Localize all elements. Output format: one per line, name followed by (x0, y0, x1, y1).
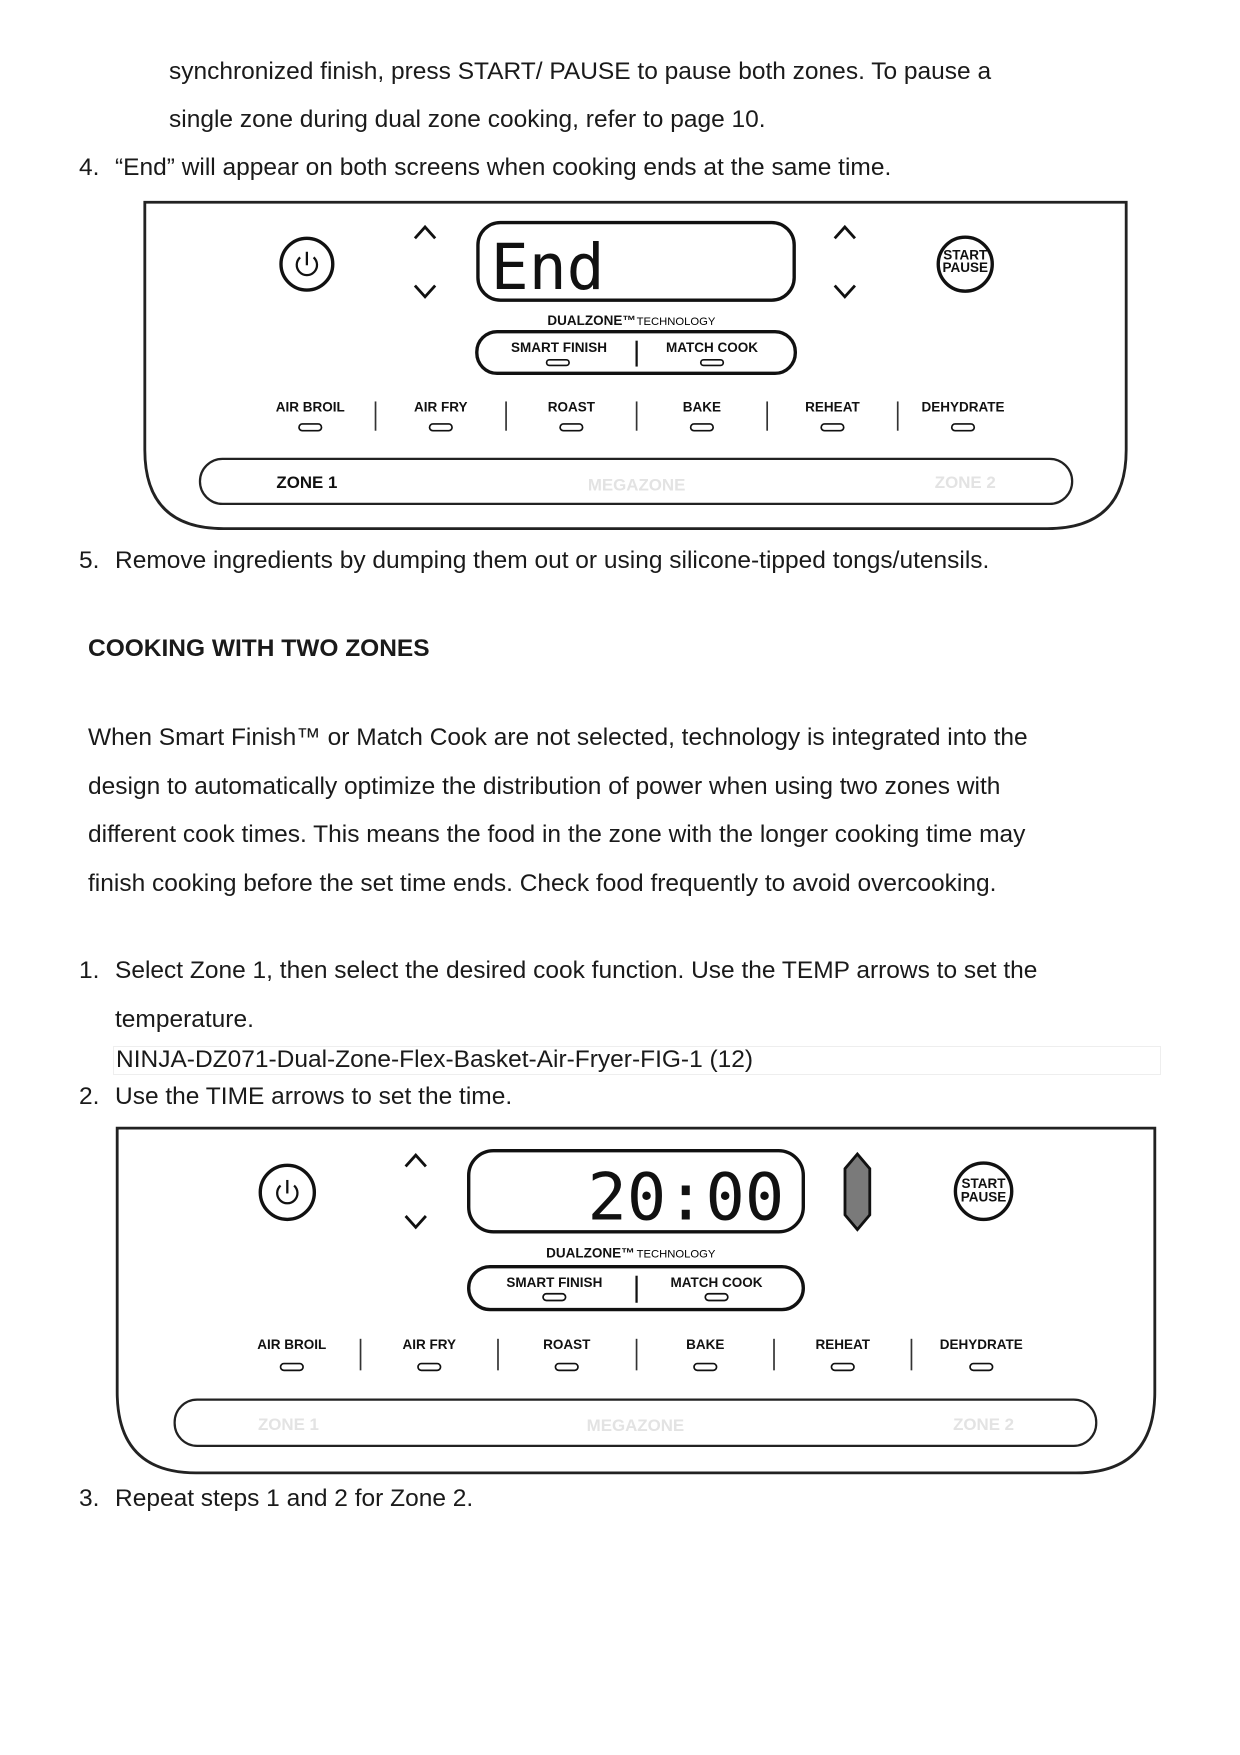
paragraph-line: different cook times. This means the food in the zone with the longer cooking time may (88, 821, 1026, 848)
paragraph-line: design to automatically optimize the distribution of power when using two zones with (88, 773, 1001, 800)
megazone-label: MEGAZONE (586, 1416, 685, 1436)
step-number: 5. (79, 547, 100, 574)
function-bake: BAKE (686, 1336, 725, 1352)
match-cook-label: MATCH COOK (666, 339, 759, 355)
function-air-fry: AIR FRY (402, 1336, 457, 1352)
function-air-broil: AIR BROIL (257, 1336, 327, 1352)
continuation-line-2: single zone during dual zone cooking, refer to page 10. (169, 106, 766, 133)
function-roast: ROAST (543, 1336, 591, 1352)
technology-label: TECHNOLOGY (636, 1248, 716, 1261)
smart-finish-label: SMART FINISH (510, 339, 607, 355)
zone-2-label: ZONE 2 (934, 473, 996, 493)
function-air-fry: AIR FRY (414, 399, 468, 415)
lcd-display: End (490, 230, 605, 304)
zone-1-label: ZONE 1 (276, 473, 338, 493)
paragraph-line: finish cooking before the set time ends. Check food frequently to avoid overcooking. (88, 870, 997, 897)
time-arrows-highlighted-icon (845, 1154, 870, 1229)
lcd-display: 20:00 (587, 1159, 785, 1236)
step-number: 1. (79, 957, 100, 984)
continuation-line-1: synchronized finish, press START/ PAUSE to pause both zones. To pause a (169, 58, 992, 85)
step-1-text-cont: temperature. (115, 1006, 254, 1033)
pause-label: PAUSE (960, 1189, 1007, 1205)
dualzone-label: DUALZONE™ (546, 1245, 635, 1261)
control-panel-time-figure (117, 1127, 1155, 1474)
function-roast: ROAST (547, 399, 595, 415)
step-1-text: Select Zone 1, then select the desired cook function. Use the TEMP arrows to set the (115, 957, 1038, 984)
start-label: START (961, 1175, 1006, 1191)
technology-label: TECHNOLOGY (636, 315, 716, 328)
step-number: 3. (79, 1485, 100, 1512)
dualzone-label: DUALZONE™ (547, 312, 636, 328)
figure-caption: NINJA-DZ071-Dual-Zone-Flex-Basket-Air-Fryer-FIG-1 (12) (116, 1046, 754, 1073)
step-number: 2. (79, 1083, 100, 1110)
section-heading: COOKING WITH TWO ZONES (88, 635, 430, 662)
step-5-text: Remove ingredients by dumping them out or using silicone-tipped tongs/utensils. (115, 547, 990, 574)
control-panel-end-figure (144, 200, 1127, 532)
function-dehydrate: DEHYDRATE (939, 1336, 1023, 1352)
zone-1-label: ZONE 1 (257, 1415, 319, 1435)
function-air-broil: AIR BROIL (275, 399, 345, 415)
match-cook-label: MATCH COOK (670, 1274, 763, 1290)
function-reheat: REHEAT (815, 1336, 870, 1352)
function-reheat: REHEAT (805, 399, 860, 415)
megazone-label: MEGAZONE (587, 475, 686, 495)
smart-finish-label: SMART FINISH (506, 1274, 603, 1290)
zone-2-label: ZONE 2 (953, 1415, 1015, 1435)
step-number: 4. (79, 154, 100, 181)
function-dehydrate: DEHYDRATE (921, 399, 1005, 415)
function-bake: BAKE (682, 399, 722, 415)
start-label: START (943, 247, 988, 263)
paragraph-line: When Smart Finish™ or Match Cook are not selected, technology is integrated into the (88, 724, 1028, 751)
step-3-text: Repeat steps 1 and 2 for Zone 2. (115, 1485, 474, 1512)
step-2-text: Use the TIME arrows to set the time. (115, 1083, 513, 1110)
step-4-text: “End” will appear on both screens when cooking ends at the same time. (115, 154, 892, 181)
figure-caption-box (113, 1046, 1161, 1075)
pause-label: PAUSE (942, 260, 989, 276)
